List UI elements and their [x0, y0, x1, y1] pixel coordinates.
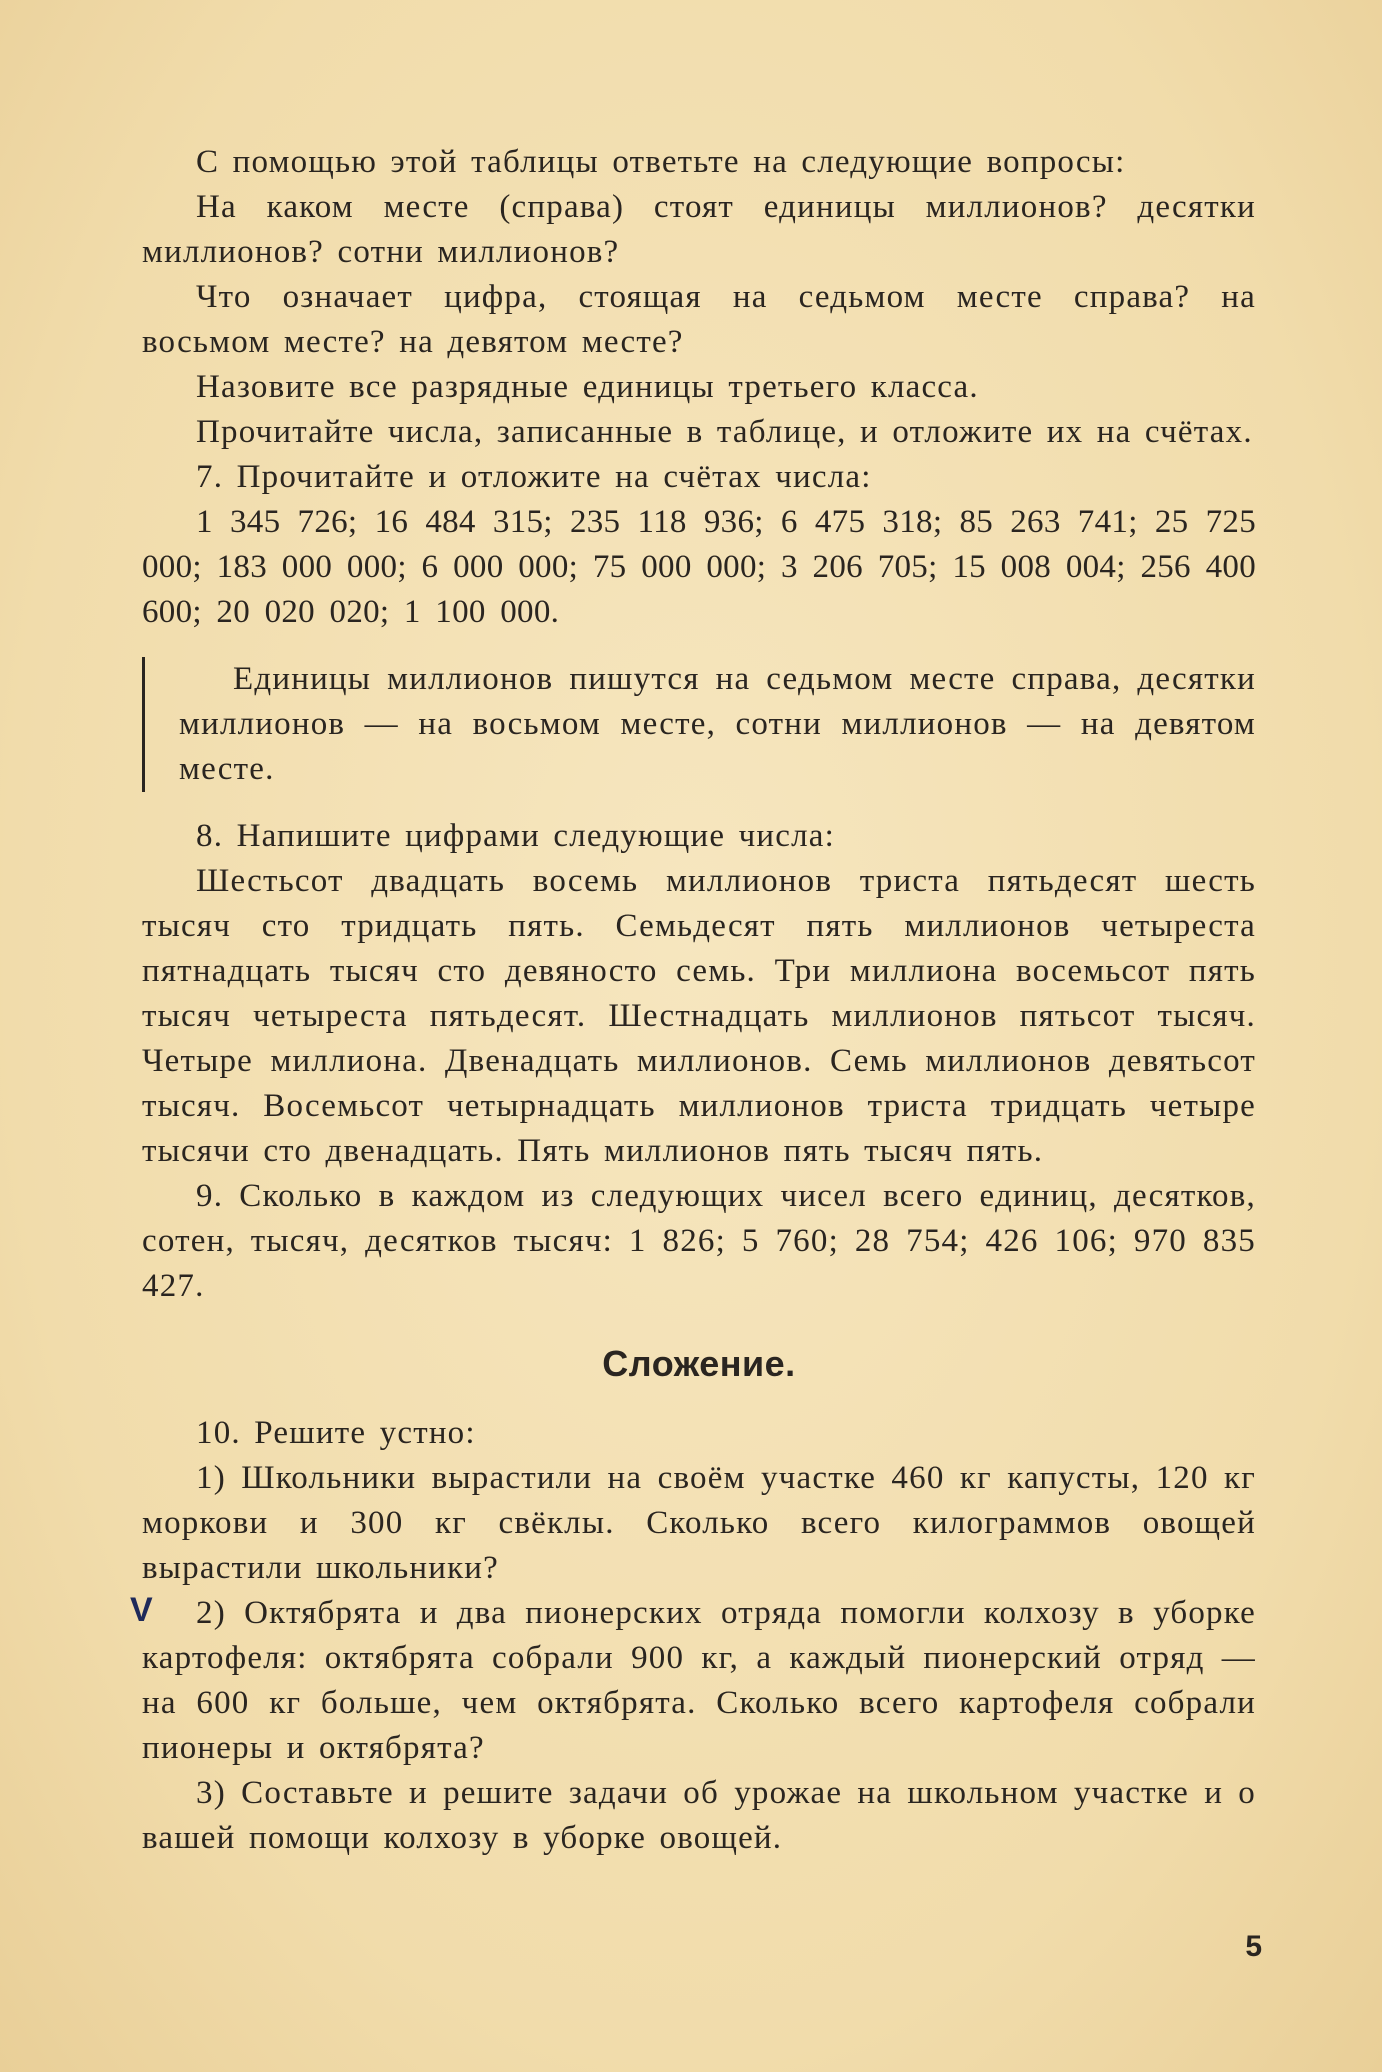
task-10-title: 10. Решите устно: — [196, 1415, 476, 1451]
page-number: 5 — [1245, 1930, 1262, 1963]
check-mark-icon: V — [130, 1591, 153, 1629]
page-content — [130, 140, 1256, 1861]
task-10-item-2-wrap — [130, 1591, 1256, 1771]
task-7-numbers: 1 345 726; 16 484 315; 235 118 936; 6 475 318; 85 263 741; 25 725 000; 183 000 000; 6 000 000; 75 000 000; 3 206 705; 15 008 004; 256 400 600; 20 020 020; 1 100 000. — [142, 504, 1256, 630]
section-heading: Сложение. — [602, 1343, 796, 1384]
task-10-item-1: 1) Школьники вырастили на своём участке 460 кг капусты, 120 кг моркови и 300 кг свёклы. Сколько всего килограммов овощей вырастили школьники? — [142, 1460, 1256, 1586]
paragraph-question-digit: Что означает цифра, стоящая на седьмом месте справа? на восьмом месте? на девятом месте? — [142, 279, 1256, 360]
task-10-item-2: 2) Октябрята и два пионерских отряда помогли колхозу в уборке картофеля: октябрята собрали 900 кг, а каждый пионерский отряд — на 600 кг больше, чем октябрята. Сколько всего картофеля собрали пионеры и октябрята? — [142, 1595, 1256, 1766]
task-9: 9. Сколько в каждом из следующих чисел всего единиц, десятков, сотен, тысяч, десятков тысяч: 1 826; 5 760; 28 754; 426 106; 970 835 427. — [142, 1178, 1256, 1304]
paragraph-question-millions: На каком месте (справа) стоят единицы миллионов? десятки миллионов? сотни миллионов? — [142, 189, 1256, 270]
task-8-title: 8. Напишите цифрами следующие числа: — [196, 818, 836, 854]
paragraph-read-numbers: Прочитайте числа, записанные в таблице, и отложите их на счётах. — [196, 414, 1253, 450]
task-8-text: Шестьсот двадцать восемь миллионов триста пятьдесят шесть тысяч сто тридцать пять. Семьдесят пять миллионов четыреста пятнадцать тысяч сто девяносто семь. Три миллиона восемьсот пять тысяч четыреста пятьдесят. Шестнадцать миллионов пятьсот тысяч. Четыре миллиона. Двенадцать миллионов. Семь миллионов девятьсот тысяч. Восемьсот четырнадцать миллионов триста тридцать четыре тысячи сто двенадцать. Пять миллионов пять тысяч пять. — [142, 863, 1256, 1169]
paragraph-intro: С помощью этой таблицы ответьте на следующие вопросы: — [196, 144, 1126, 180]
task-7-title: 7. Прочитайте и отложите на счётах числа: — [196, 459, 872, 495]
task-10-item-3: 3) Составьте и решите задачи об урожае на школьном участке и о вашей помощи колхозу в уборке овощей. — [142, 1775, 1256, 1856]
paragraph-units-third-class: Назовите все разрядные единицы третьего класса. — [196, 369, 979, 405]
rule-box — [142, 657, 1256, 792]
rule-text: Единицы миллионов пишутся на седьмом месте справа, десятки миллионов — на восьмом месте, сотни миллионов — на девятом месте. — [179, 661, 1256, 787]
